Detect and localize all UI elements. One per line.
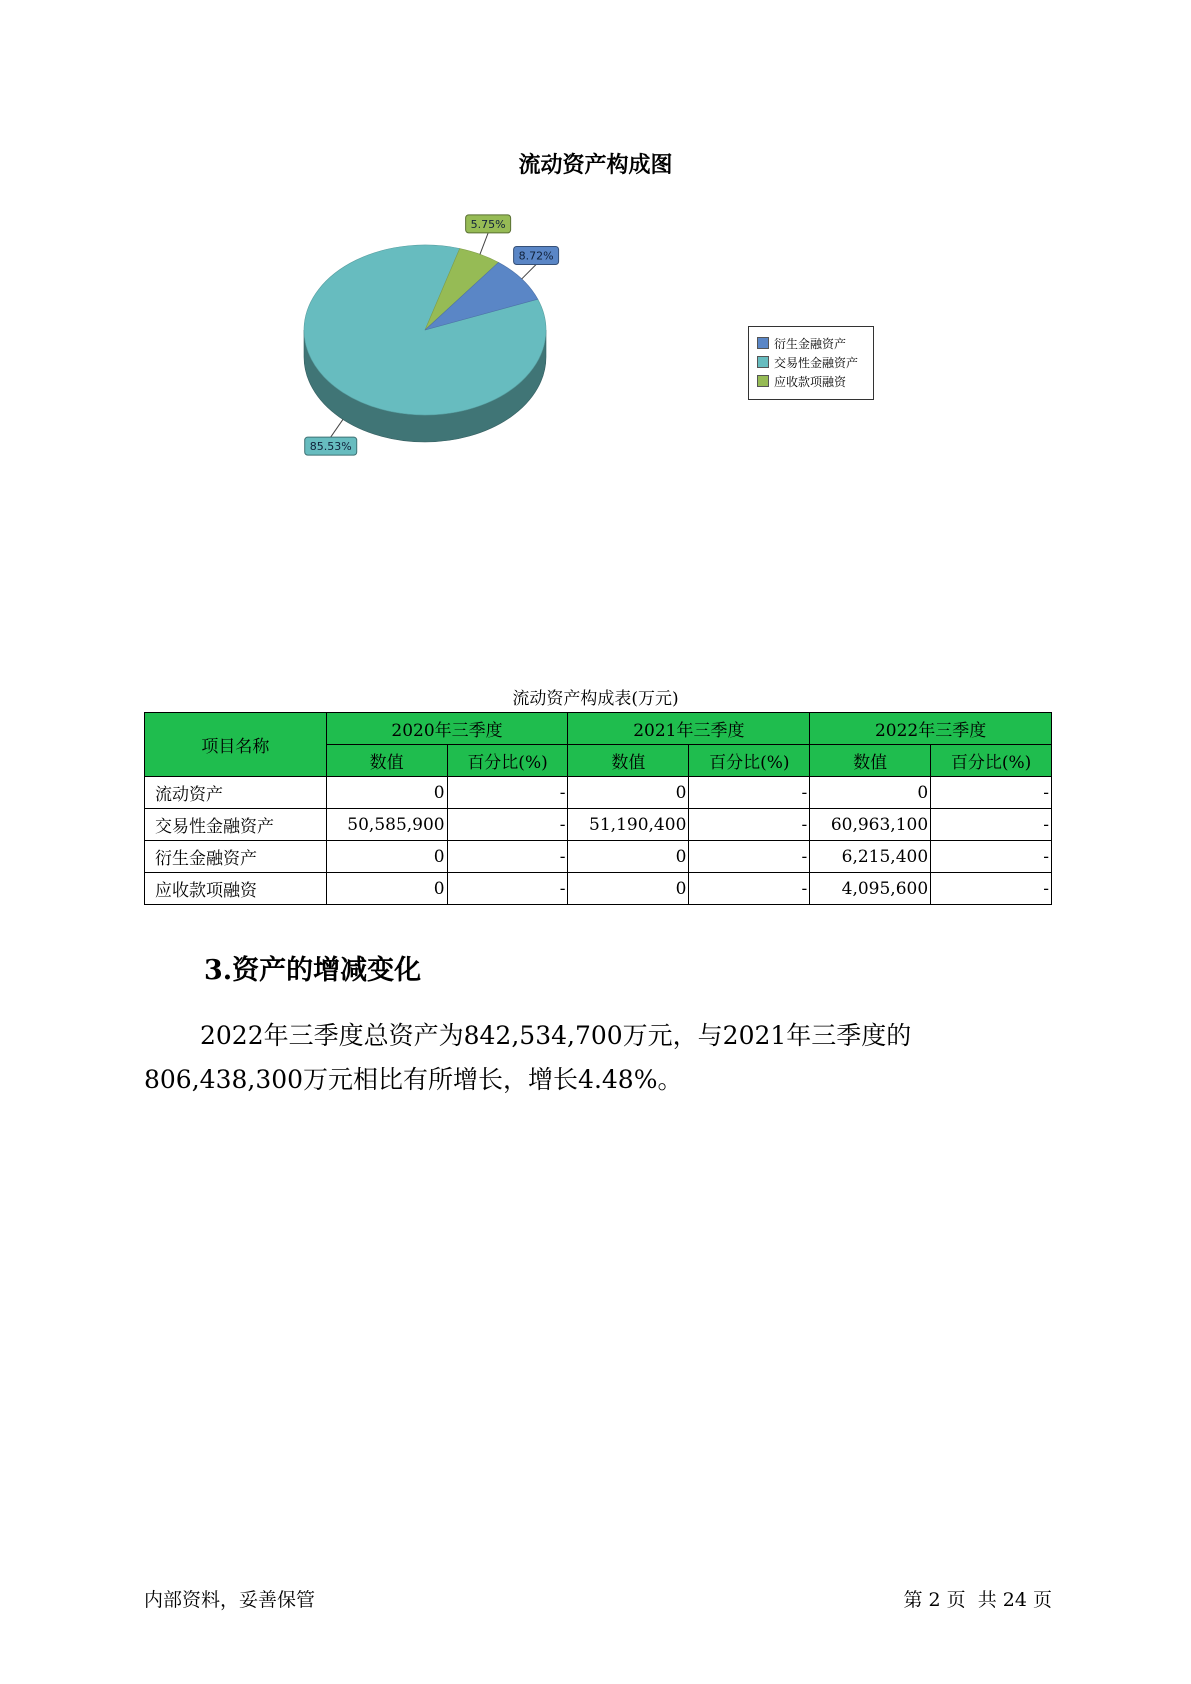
cell-value: 51,190,400 (568, 809, 689, 841)
legend-item-receivable (757, 373, 846, 391)
section-heading: 3.资产的增减变化 (204, 955, 422, 986)
table-header-row (145, 713, 1052, 745)
legend-swatch-derivative (757, 337, 769, 349)
header-pct: 百分比(%) (447, 745, 568, 777)
header-item-name: 项目名称 (145, 713, 327, 777)
legend-label-derivative: 衍生金融资产 (774, 337, 847, 351)
footer-confidential-note: 内部资料，妥善保管 (144, 1589, 316, 1611)
table-row (145, 777, 1052, 809)
table-row (145, 873, 1052, 905)
cell-value: 0 (326, 777, 447, 809)
pie-leader-0 (522, 264, 536, 278)
pie-label-2: 5.75% (470, 217, 506, 231)
current-assets-table (144, 712, 1052, 905)
cell-value: 60,963,100 (810, 809, 931, 841)
legend-swatch-receivable (757, 375, 769, 387)
cell-value: 0 (568, 841, 689, 873)
legend-label-trading: 交易性金融资产 (774, 356, 859, 370)
footer-page-number: 第 2 页 共 24 页 (903, 1589, 1052, 1611)
cell-value: 0 (326, 873, 447, 905)
cell-value: 0 (326, 841, 447, 873)
cell-pct: - (447, 809, 568, 841)
header-pct: 百分比(%) (689, 745, 810, 777)
cell-pct: - (931, 873, 1052, 905)
header-period-2022: 2022年三季度 (810, 713, 1052, 745)
cell-value: 6,215,400 (810, 841, 931, 873)
cell-pct: - (447, 777, 568, 809)
header-period-2020: 2020年三季度 (326, 713, 568, 745)
cell-pct: - (689, 873, 810, 905)
cell-pct: - (931, 809, 1052, 841)
paragraph-line-2: 806,438,300万元相比有所增长，增长4.48%。 (144, 1065, 683, 1094)
legend-item-derivative (757, 335, 846, 353)
header-value: 数值 (568, 745, 689, 777)
legend-swatch-trading (757, 356, 769, 368)
cell-pct: - (689, 841, 810, 873)
legend-item-trading (757, 354, 858, 372)
table-row (145, 809, 1052, 841)
cell-pct: - (689, 809, 810, 841)
row-name: 应收款项融资 (145, 873, 327, 905)
chart-legend (748, 326, 874, 400)
cell-pct: - (931, 841, 1052, 873)
cell-value: 0 (568, 777, 689, 809)
header-period-2021: 2021年三季度 (568, 713, 810, 745)
pie-label-1: 85.53% (309, 440, 352, 454)
header-value: 数值 (326, 745, 447, 777)
chart-title: 流动资产构成图 (518, 152, 673, 178)
legend-label-receivable: 应收款项融资 (774, 375, 847, 389)
cell-pct: - (689, 777, 810, 809)
cell-value: 0 (810, 777, 931, 809)
table-caption: 流动资产构成表(万元) (512, 689, 679, 709)
cell-value: 4,095,600 (810, 873, 931, 905)
table-row (145, 841, 1052, 873)
paragraph-line-1: 2022年三季度总资产为842,534,700万元，与2021年三季度的 (200, 1021, 912, 1050)
cell-pct: - (447, 873, 568, 905)
header-pct: 百分比(%) (931, 745, 1052, 777)
cell-value: 50,585,900 (326, 809, 447, 841)
cell-pct: - (447, 841, 568, 873)
pie-leader-2 (480, 233, 488, 254)
pie-label-0: 8.72% (518, 249, 554, 263)
pie-chart (300, 200, 580, 470)
pie-leader-1 (331, 419, 343, 437)
row-name: 交易性金融资产 (145, 809, 327, 841)
row-name: 衍生金融资产 (145, 841, 327, 873)
header-value: 数值 (810, 745, 931, 777)
cell-pct: - (931, 777, 1052, 809)
row-name: 流动资产 (145, 777, 327, 809)
cell-value: 0 (568, 873, 689, 905)
